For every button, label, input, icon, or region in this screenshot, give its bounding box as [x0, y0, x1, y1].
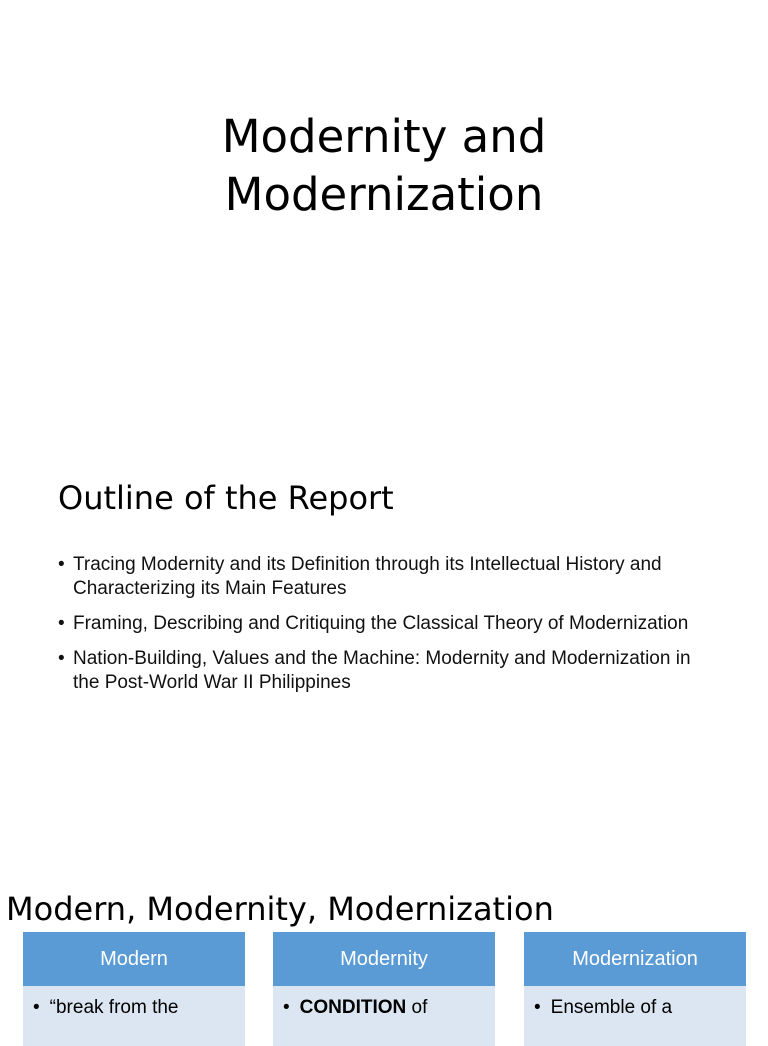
term-body-text: “break from the: [49, 997, 179, 1018]
outline-slide: [0, 450, 768, 780]
presentation-title: [0, 108, 768, 224]
bullet-icon: •: [534, 997, 541, 1018]
outline-bullet-text: Framing, Describing and Critiquing the Classical Theory of Modernization: [73, 613, 689, 634]
term-card-modernity: [273, 932, 495, 1032]
bullet-icon: •: [283, 997, 290, 1018]
outline-bullet-list: [58, 553, 708, 706]
outline-bullet-item: [58, 553, 708, 601]
outline-bullet-item: [58, 647, 708, 695]
term-header-modernity: Modernity: [273, 932, 495, 986]
term-body-bold-text: CONDITION: [299, 997, 407, 1018]
term-body-modernization: [524, 986, 746, 1046]
bullet-icon: •: [58, 613, 65, 634]
title-line-2: Modernization: [224, 168, 544, 221]
term-body-modern: [23, 986, 245, 1046]
outline-bullet-item: [58, 612, 708, 636]
outline-heading: Outline of the Report: [58, 479, 394, 517]
bullet-icon: •: [58, 554, 65, 575]
bullet-icon: •: [33, 997, 40, 1018]
term-body-text: Ensemble of a: [550, 997, 673, 1018]
title-line-1: Modernity and: [221, 110, 547, 163]
title-slide: [0, 0, 768, 288]
outline-bullet-text: Tracing Modernity and its Definition through its Intellectual History and Characterizing its Main Features: [73, 554, 662, 599]
bullet-icon: •: [58, 648, 65, 669]
outline-bullet-text: Nation-Building, Values and the Machine: Modernity and Modernization in the Post-World War II Philippines: [73, 648, 691, 693]
terms-heading: Modern, Modernity, Modernization: [6, 890, 554, 928]
term-card-modern: [23, 932, 245, 1032]
terms-slide: [0, 876, 768, 1024]
term-card-modernization: [524, 932, 746, 1032]
term-header-modernization: Modernization: [524, 932, 746, 986]
term-body-modernity: [273, 986, 495, 1046]
term-header-modern: Modern: [23, 932, 245, 986]
term-body-text: of: [406, 997, 428, 1018]
